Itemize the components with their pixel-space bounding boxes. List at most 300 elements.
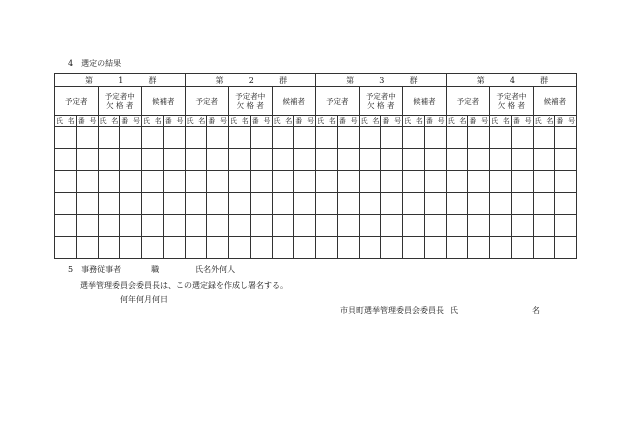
number-subheader-char: 号	[220, 116, 228, 125]
entry-cell[interactable]	[120, 149, 142, 171]
entry-cell[interactable]	[316, 193, 338, 215]
number-subheader-char: 番	[382, 116, 390, 125]
name-subheader-char: 氏	[143, 116, 150, 125]
name-subheader-char: 名	[328, 116, 336, 125]
role-vacancy-header	[98, 87, 142, 116]
entry-cell[interactable]	[359, 171, 381, 193]
table-row	[55, 237, 577, 259]
signing-statement: 選挙管理委員会委員長は、この選定録を作成し署名する。	[80, 281, 288, 290]
name-subheader-text	[403, 117, 424, 126]
entry-cell[interactable]	[381, 193, 403, 215]
number-subheader-char: 号	[568, 116, 576, 125]
number-subheader	[468, 116, 490, 127]
number-subheader-char: 番	[208, 116, 216, 125]
entry-cell[interactable]	[555, 193, 577, 215]
name-subheader-char: 氏	[99, 116, 107, 125]
name-subheader	[55, 116, 77, 127]
number-subheader-text	[294, 117, 315, 126]
group-header-part: 第	[346, 75, 355, 85]
entry-cell[interactable]	[229, 193, 251, 215]
number-subheader-char: 番	[164, 116, 172, 125]
number-subheader-text	[468, 117, 489, 126]
group-header-part: 4	[509, 75, 515, 85]
entry-cell[interactable]	[424, 127, 446, 149]
entry-cell[interactable]	[424, 149, 446, 171]
entry-cell[interactable]	[250, 149, 272, 171]
entry-cell[interactable]	[98, 149, 120, 171]
group-header-part: 群	[409, 75, 418, 85]
group-header-part: 第	[476, 75, 485, 85]
entry-cell[interactable]	[490, 127, 512, 149]
role-header-row	[55, 87, 577, 116]
number-subheader	[337, 116, 359, 127]
name-subheader-char: 氏	[186, 116, 194, 125]
entry-cell[interactable]	[403, 149, 425, 171]
entry-cell[interactable]	[403, 171, 425, 193]
selection-results-table	[54, 73, 577, 259]
name-subheader	[272, 116, 294, 127]
entry-cell[interactable]	[229, 149, 251, 171]
role-vacancy-header	[229, 87, 273, 116]
role-candidate-header	[272, 87, 316, 116]
entry-cell[interactable]	[359, 127, 381, 149]
entry-cell[interactable]	[55, 237, 77, 259]
name-subheader-char: 名	[111, 116, 119, 125]
entry-cell[interactable]	[55, 127, 77, 149]
name-subheader	[185, 116, 207, 127]
entry-cell[interactable]	[316, 127, 338, 149]
table-row	[55, 127, 577, 149]
entry-cell[interactable]	[533, 127, 555, 149]
number-subheader-text	[381, 117, 402, 126]
entry-cell[interactable]	[207, 193, 229, 215]
entry-cell[interactable]	[55, 149, 77, 171]
group-header-part: 1	[118, 75, 124, 85]
entry-cell[interactable]	[98, 215, 120, 237]
name-subheader-char: 氏	[534, 116, 542, 125]
entry-cell[interactable]	[294, 215, 316, 237]
group-header-row	[55, 74, 577, 87]
entry-cell[interactable]	[533, 171, 555, 193]
number-subheader	[424, 116, 446, 127]
role-vacancy-label-line2: 欠 格 者	[236, 101, 264, 110]
number-subheader-char: 番	[77, 116, 85, 125]
name-subheader-char: 名	[154, 116, 162, 125]
number-subheader-char: 番	[425, 116, 433, 125]
role-scheduled-header	[55, 87, 99, 116]
number-subheader-char: 番	[295, 116, 303, 125]
entry-cell[interactable]	[511, 215, 533, 237]
role-scheduled-label: 予定者	[326, 96, 349, 106]
entry-cell[interactable]	[359, 237, 381, 259]
entry-cell[interactable]	[272, 193, 294, 215]
name-subheader-text	[186, 117, 207, 126]
staff-line	[68, 264, 235, 275]
number-subheader-char: 番	[251, 116, 259, 125]
number-subheader	[381, 116, 403, 127]
section-4-title: 選定の結果	[81, 59, 122, 68]
group-header-3	[316, 74, 447, 87]
number-subheader-text	[425, 117, 446, 126]
entry-cell[interactable]	[272, 171, 294, 193]
entry-cell[interactable]	[229, 127, 251, 149]
role-candidate-label: 候補者	[543, 96, 567, 106]
entry-cell[interactable]	[490, 237, 512, 259]
number-subheader-text	[251, 117, 272, 126]
signature-line	[340, 305, 540, 316]
number-subheader	[511, 116, 533, 127]
entry-cell[interactable]	[316, 171, 338, 193]
entry-cell[interactable]	[337, 127, 359, 149]
section-5-number: 5	[68, 265, 74, 274]
name-subheader-text	[447, 117, 468, 126]
entry-cell[interactable]	[142, 171, 164, 193]
staff-post-label: 職	[151, 265, 160, 274]
number-subheader-text	[338, 117, 359, 126]
table-row	[55, 215, 577, 237]
entry-cell[interactable]	[185, 127, 207, 149]
number-subheader-char: 号	[394, 116, 402, 125]
group-header-1	[55, 74, 186, 87]
entry-cell[interactable]	[337, 149, 359, 171]
entry-cell[interactable]	[120, 215, 142, 237]
entry-cell[interactable]	[229, 215, 251, 237]
section-4-heading	[68, 58, 121, 69]
number-subheader-text	[77, 117, 98, 126]
entry-cell[interactable]	[142, 215, 164, 237]
entry-cell[interactable]	[359, 193, 381, 215]
group-header-part: 第	[85, 75, 93, 85]
name-subheader-text	[55, 117, 76, 126]
name-subheader-text	[360, 117, 381, 126]
entry-cell[interactable]	[294, 237, 316, 259]
entry-cell[interactable]	[272, 127, 294, 149]
number-subheader-char: 番	[338, 116, 346, 125]
name-subheader-char: 氏	[404, 116, 412, 125]
name-subheader-char: 氏	[273, 116, 281, 125]
entry-cell[interactable]	[98, 171, 120, 193]
entry-cell[interactable]	[142, 127, 164, 149]
role-vacancy-label-line2: 欠 格 者	[106, 101, 134, 110]
entry-cell[interactable]	[316, 149, 338, 171]
entry-cell[interactable]	[98, 127, 120, 149]
entry-cell[interactable]	[76, 149, 98, 171]
entry-cell[interactable]	[490, 215, 512, 237]
entry-cell[interactable]	[294, 149, 316, 171]
section-5-title: 事務従事者	[81, 265, 122, 274]
name-subheader-text	[490, 117, 511, 126]
entry-cell[interactable]	[424, 193, 446, 215]
role-scheduled-label: 予定者	[195, 96, 219, 106]
entry-cell[interactable]	[185, 215, 207, 237]
entry-cell[interactable]	[359, 149, 381, 171]
entry-cell[interactable]	[337, 215, 359, 237]
entry-cell[interactable]	[250, 215, 272, 237]
name-subheader-char: 名	[502, 116, 510, 125]
entry-cell[interactable]	[163, 215, 185, 237]
entry-cell[interactable]	[250, 193, 272, 215]
name-subheader-text	[229, 117, 250, 126]
entry-cell[interactable]	[555, 237, 577, 259]
entry-cell[interactable]	[185, 193, 207, 215]
entry-cell[interactable]	[381, 127, 403, 149]
number-subheader-char: 号	[89, 116, 97, 125]
entry-cell[interactable]	[511, 171, 533, 193]
entry-cell[interactable]	[207, 215, 229, 237]
entry-cell[interactable]	[337, 237, 359, 259]
entry-cell[interactable]	[555, 149, 577, 171]
group-header-text	[447, 76, 577, 85]
entry-cell[interactable]	[207, 171, 229, 193]
entry-cell[interactable]	[468, 215, 490, 237]
role-vacancy-header	[359, 87, 403, 116]
name-subheader-char: 氏	[491, 116, 499, 125]
entry-cell[interactable]	[163, 237, 185, 259]
role-candidate-label: 候補者	[282, 96, 306, 106]
entry-cell[interactable]	[294, 171, 316, 193]
role-candidate-header	[403, 87, 447, 116]
entry-cell[interactable]	[381, 171, 403, 193]
entry-cell[interactable]	[250, 237, 272, 259]
name-subheader	[142, 116, 164, 127]
entry-cell[interactable]	[511, 127, 533, 149]
entry-cell[interactable]	[207, 237, 229, 259]
entry-cell[interactable]	[55, 193, 77, 215]
entry-cell[interactable]	[185, 149, 207, 171]
number-subheader	[555, 116, 577, 127]
name-subheader	[446, 116, 468, 127]
entry-cell[interactable]	[555, 215, 577, 237]
name-subheader-char: 名	[198, 116, 206, 125]
entry-cell[interactable]	[272, 149, 294, 171]
name-subheader-char: 氏	[360, 116, 368, 125]
role-vacancy-label-line1: 予定者中	[496, 92, 527, 101]
name-subheader-char: 氏	[447, 116, 455, 125]
entry-cell[interactable]	[468, 149, 490, 171]
entry-cell[interactable]	[142, 237, 164, 259]
entry-cell[interactable]	[533, 193, 555, 215]
entry-cell[interactable]	[424, 237, 446, 259]
name-subheader	[98, 116, 120, 127]
entry-cell[interactable]	[337, 193, 359, 215]
role-scheduled-label: 予定者	[456, 96, 480, 106]
number-subheader	[207, 116, 229, 127]
entry-cell[interactable]	[381, 237, 403, 259]
entry-cell[interactable]	[163, 171, 185, 193]
staff-names: 氏名外何人	[195, 265, 236, 274]
subheader-row	[55, 116, 577, 127]
group-header-text	[186, 76, 316, 85]
number-subheader-char: 番	[512, 116, 520, 125]
entry-cell[interactable]	[490, 193, 512, 215]
group-header-part: 群	[148, 75, 157, 85]
entry-cell[interactable]	[446, 193, 468, 215]
group-header-4	[446, 74, 577, 87]
entry-cell[interactable]	[250, 171, 272, 193]
entry-cell[interactable]	[359, 215, 381, 237]
role-vacancy-label-line1: 予定者中	[365, 92, 396, 101]
entry-cell[interactable]	[446, 171, 468, 193]
name-subheader-char: 氏	[230, 116, 238, 125]
role-vacancy-label-line1: 予定者中	[104, 92, 135, 101]
entry-cell[interactable]	[207, 127, 229, 149]
entry-cell[interactable]	[294, 193, 316, 215]
name-subheader-char: 名	[67, 116, 75, 125]
entry-cell[interactable]	[337, 171, 359, 193]
role-candidate-label: 候補者	[413, 96, 436, 106]
entry-cell[interactable]	[490, 149, 512, 171]
group-header-text	[316, 76, 446, 85]
number-subheader-text	[164, 117, 185, 126]
entry-cell[interactable]	[468, 193, 490, 215]
table-row	[55, 149, 577, 171]
entry-cell[interactable]	[533, 215, 555, 237]
entry-cell[interactable]	[120, 193, 142, 215]
entry-cell[interactable]	[207, 149, 229, 171]
entry-cell[interactable]	[533, 237, 555, 259]
entry-cell[interactable]	[185, 237, 207, 259]
entry-cell[interactable]	[142, 193, 164, 215]
entry-cell[interactable]	[511, 193, 533, 215]
name-subheader-char: 名	[285, 116, 293, 125]
entry-cell[interactable]	[511, 149, 533, 171]
role-scheduled-header	[316, 87, 360, 116]
entry-cell[interactable]	[316, 237, 338, 259]
entry-cell[interactable]	[511, 237, 533, 259]
signatory-title: 市貝町選挙管理委員会委員長	[340, 306, 444, 315]
group-header-part: 群	[540, 75, 549, 85]
entry-cell[interactable]	[468, 127, 490, 149]
entry-cell[interactable]	[98, 193, 120, 215]
number-subheader-char: 号	[263, 116, 271, 125]
number-subheader-text	[120, 117, 141, 126]
entry-cell[interactable]	[76, 193, 98, 215]
number-subheader-char: 番	[121, 116, 129, 125]
signature-given-char: 名	[532, 306, 540, 315]
record-date: 何年何月何日	[120, 295, 168, 304]
entry-cell[interactable]	[55, 171, 77, 193]
entry-cell[interactable]	[250, 127, 272, 149]
entry-cell[interactable]	[424, 171, 446, 193]
entry-cell[interactable]	[446, 215, 468, 237]
entry-cell[interactable]	[424, 215, 446, 237]
number-subheader-char: 番	[556, 116, 564, 125]
entry-cell[interactable]	[272, 215, 294, 237]
group-header-part: 3	[379, 75, 385, 85]
entry-cell[interactable]	[381, 215, 403, 237]
entry-cell[interactable]	[185, 171, 207, 193]
name-subheader-text	[534, 117, 555, 126]
role-candidate-label: 候補者	[152, 96, 175, 106]
entry-cell[interactable]	[533, 149, 555, 171]
entry-cell[interactable]	[403, 127, 425, 149]
entry-cell[interactable]	[468, 237, 490, 259]
name-subheader-text	[316, 117, 337, 126]
entry-cell[interactable]	[403, 215, 425, 237]
entry-cell[interactable]	[446, 237, 468, 259]
group-header-part: 2	[248, 75, 254, 85]
group-header-part: 群	[279, 75, 288, 85]
entry-cell[interactable]	[163, 127, 185, 149]
entry-cell[interactable]	[229, 237, 251, 259]
name-subheader-text	[99, 117, 120, 126]
entry-cell[interactable]	[120, 171, 142, 193]
group-header-part: 第	[215, 75, 224, 85]
entry-cell[interactable]	[468, 171, 490, 193]
name-subheader-text	[142, 117, 163, 126]
role-candidate-header	[533, 87, 577, 116]
name-subheader-char: 氏	[317, 116, 325, 125]
number-subheader	[76, 116, 98, 127]
signature-surname-char: 氏	[450, 306, 458, 315]
number-subheader-char: 号	[307, 116, 315, 125]
number-subheader-text	[555, 117, 576, 126]
entry-cell[interactable]	[55, 215, 77, 237]
role-vacancy-header	[490, 87, 534, 116]
role-vacancy-label-line1: 予定者中	[235, 92, 266, 101]
role-vacancy-label-line2: 欠 格 者	[497, 101, 525, 110]
entry-cell[interactable]	[76, 237, 98, 259]
entry-cell[interactable]	[555, 127, 577, 149]
number-subheader-char: 号	[524, 116, 532, 125]
entry-cell[interactable]	[446, 127, 468, 149]
name-subheader-char: 名	[415, 116, 423, 125]
entry-cell[interactable]	[316, 215, 338, 237]
entry-cell[interactable]	[490, 171, 512, 193]
table-row	[55, 171, 577, 193]
role-scheduled-header	[446, 87, 490, 116]
entry-cell[interactable]	[120, 127, 142, 149]
table-row	[55, 193, 577, 215]
entry-cell[interactable]	[76, 171, 98, 193]
entry-cell[interactable]	[76, 215, 98, 237]
role-scheduled-label: 予定者	[65, 96, 88, 106]
entry-cell[interactable]	[163, 149, 185, 171]
number-subheader	[250, 116, 272, 127]
entry-cell[interactable]	[446, 149, 468, 171]
name-subheader-text	[273, 117, 294, 126]
name-subheader-char: 名	[241, 116, 249, 125]
group-header-2	[185, 74, 316, 87]
number-subheader-char: 号	[437, 116, 445, 125]
number-subheader-char: 号	[481, 116, 489, 125]
entry-cell[interactable]	[403, 193, 425, 215]
number-subheader	[120, 116, 142, 127]
entry-cell[interactable]	[294, 127, 316, 149]
entry-cell[interactable]	[555, 171, 577, 193]
number-subheader-char: 号	[176, 116, 184, 125]
role-vacancy-label-line2: 欠 格 者	[367, 101, 395, 110]
name-subheader-char: 名	[372, 116, 380, 125]
entry-cell[interactable]	[163, 193, 185, 215]
entry-cell[interactable]	[381, 149, 403, 171]
name-subheader	[490, 116, 512, 127]
entry-cell[interactable]	[98, 237, 120, 259]
role-scheduled-header	[185, 87, 229, 116]
entry-cell[interactable]	[229, 171, 251, 193]
name-subheader-char: 名	[459, 116, 467, 125]
number-subheader-text	[207, 117, 228, 126]
entry-cell[interactable]	[142, 149, 164, 171]
entry-cell[interactable]	[272, 237, 294, 259]
entry-cell[interactable]	[403, 237, 425, 259]
number-subheader-char: 番	[469, 116, 477, 125]
name-subheader	[359, 116, 381, 127]
entry-cell[interactable]	[76, 127, 98, 149]
number-subheader-text	[512, 117, 533, 126]
number-subheader-char: 号	[350, 116, 358, 125]
entry-cell[interactable]	[120, 237, 142, 259]
